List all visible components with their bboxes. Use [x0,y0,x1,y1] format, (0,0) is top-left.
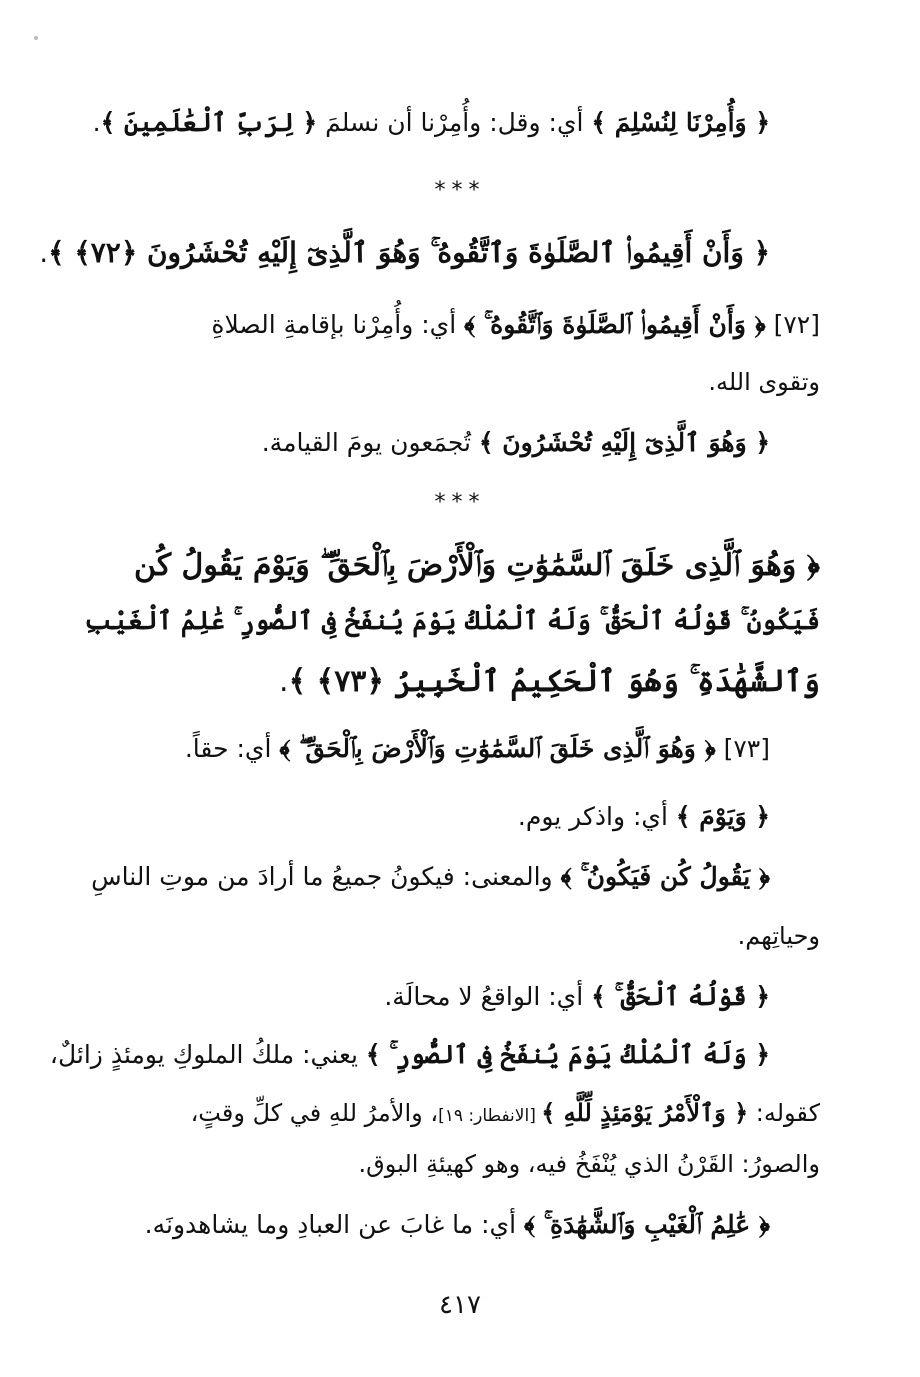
text-line [191,1098,820,1127]
verse-line [134,548,820,583]
quran-quote: ﴿ وَأُمِرْنَا لِنُسْلِمَ ﴾ [591,108,770,137]
text-line [145,1210,770,1240]
verse-line [84,606,820,636]
commentary-text: يعني: ملكُ الملوكِ يومئذٍ زائلٌ، [49,1040,366,1069]
commentary-text: [٧٢] [765,310,820,339]
text-line [50,1040,770,1070]
commentary-text: والمعنى: فيكونُ جميعُ ما أرادَ من موتِ الناسِ [91,862,561,891]
commentary-text: أي: وأُمِرْنا بإقامةِ الصلاةِ [211,310,465,339]
commentary-text: . [279,664,289,699]
section-separator: *** [434,490,486,515]
commentary-text: وحياتِهم. [737,922,820,950]
commentary-text: ، والأمرُ للهِ في كلِّ وقتٍ، [190,1099,439,1127]
commentary-text: [٧٣] [715,734,770,763]
quran-quote: ﴿ وَأَنْ أَقِيمُوا۟ ٱلصَّلَوٰةَ وَٱتَّقُوهُ ۚ ﴾ [464,310,766,339]
quran-quote: ﴿ يَقُولُ كُن فَيَكُونُ ۚ ﴾ [560,862,770,891]
quran-quote: ﴿ وَهُوَ ٱلَّذِى خَلَقَ ٱلسَّمَٰوَٰتِ وَٱلْأَرْضَ بِٱلْحَقِّ ۖ ﴾ [279,734,716,763]
commentary-text: أي: وقل: وأُمِرْنا أن نسلمَ [317,108,592,137]
quran-quote: ﴿ عَٰلِمُ ٱلْغَيْبِ وَٱلشَّهَٰدَةِ ۚ ﴾ [523,1210,770,1239]
quran-quote: ﴿ وَهُوَ ٱلَّذِىٓ إِلَيْهِ تُحْشَرُونَ ﴾ [478,428,770,457]
commentary-text: أي: حقاً. [184,734,280,763]
commentary-text: وتقوى الله. [708,368,820,396]
commentary-text: أي: الواقعُ لا محالَة. [384,982,592,1011]
quran-quote: ﴿ وَلَهُ ٱلْمُلْكُ يَوْمَ يُنفَخُ فِى ٱلصُّورِ ۚ ﴾ [365,1040,770,1069]
text-line [91,862,770,892]
page-number: ٤١٧ [439,1290,481,1320]
text-line [262,428,770,457]
quran-quote: ﴿ وَهُوَ ٱلَّذِى خَلَقَ ٱلسَّمَٰوَٰتِ وَٱلْأَرْضَ بِٱلْحَقِّ ۖ وَيَوْمَ يَقُولُ كُن [133,548,820,583]
commentary-text: والصورُ: القَرْنُ الذي يُنْفَخُ فيه، وهو كهيئةِ البوق. [358,1150,820,1178]
quran-quote: ﴿ وَأَنْ أَقِيمُوا۟ ٱلصَّلَوٰةَ وَٱتَّقُوهُ ۚ وَهُوَ ٱلَّذِىٓ إِلَيْهِ تُحْشَرُونَ ﴿٧٢﴾ ﴾ [48,236,770,269]
commentary-text: أي: ما غابَ عن العبادِ وما يشاهدونَه. [144,1210,524,1239]
quran-quote: ﴿ وَيَوْمَ ﴾ [675,802,770,831]
citation-reference: [الانفطار: ١٩] [438,1106,542,1126]
commentary-text: كقوله: [748,1099,820,1127]
quran-quote: وَٱلشَّهَٰدَةِ ۚ وَهُوَ ٱلْحَكِيمُ ٱلْخَبِيرُ ﴿٧٣﴾ ﴾ [288,664,820,699]
text-line [93,108,770,137]
verse-line [279,664,820,699]
section-separator: *** [434,178,486,203]
commentary-text: . [39,236,49,269]
text-line [708,368,820,396]
quran-quote: ﴿ لِرَبِّ ٱلْعَٰلَمِينَ ﴾ [100,108,318,137]
commentary-text: . [92,108,101,137]
scan-speck [34,36,38,40]
text-line [359,1150,820,1178]
quran-quote: ﴿ وَٱلْأَمْرُ يَوْمَئِذٍ لِّلَّهِ ﴾ [541,1098,749,1127]
quran-quote: فَيَكُونُ ۚ قَوْلُهُ ٱلْحَقُّ ۚ وَلَهُ ٱلْمُلْكُ يَوْمَ يُنفَخُ فِى ٱلصُّورِ ۚ عَٰلِمُ ٱلْغَيْبِ [84,606,820,635]
quran-quote: ﴿ قَوْلُهُ ٱلْحَقُّ ۚ ﴾ [591,982,770,1011]
text-line [384,982,770,1012]
text-line [211,310,820,340]
commentary-text: أي: واذكر يوم. [517,802,676,831]
text-line [185,734,770,764]
text-line [738,922,820,950]
text-line [518,802,770,831]
verse-line [39,236,770,270]
commentary-text: تُجمَعون يومَ القيامة. [261,428,479,457]
